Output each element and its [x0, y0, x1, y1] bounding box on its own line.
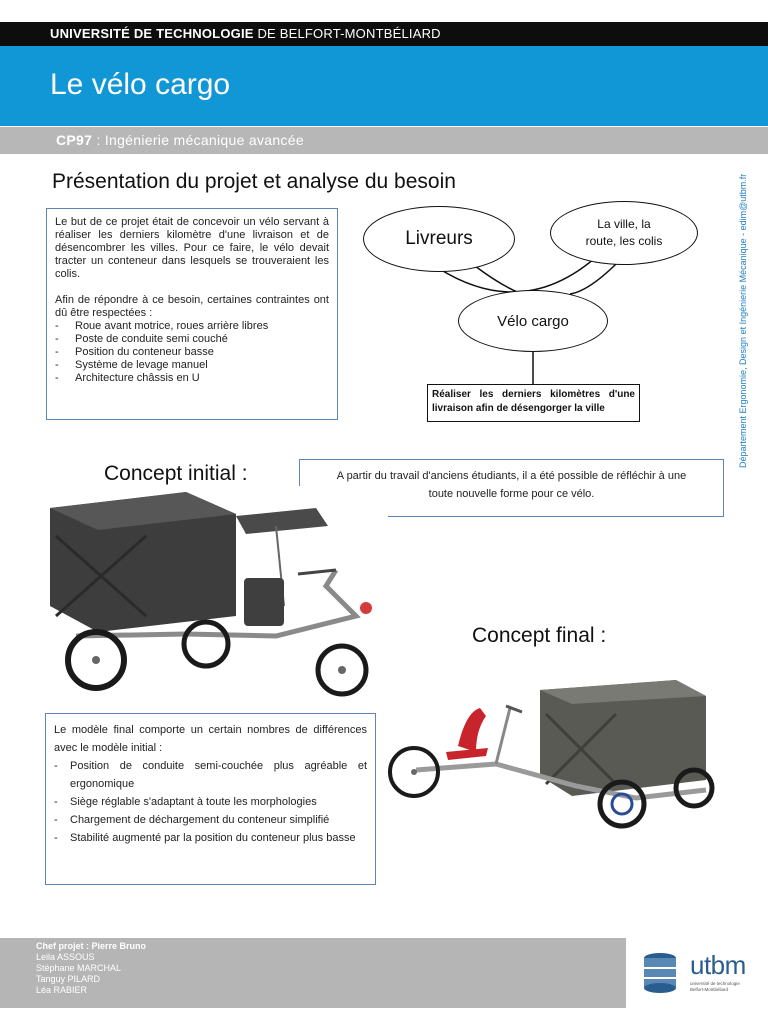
university-name: UNIVERSITÉ DE TECHNOLOGIE DE BELFORT-MONTBÉLIARD: [50, 26, 441, 41]
concept-initial-line-1: A partir du travail d'anciens étudiants, il a été possible de réfléchir à une: [336, 470, 687, 482]
logo-wordmark: utbm: [690, 950, 746, 980]
constraint-item: - Position du conteneur basse: [55, 346, 329, 359]
difference-item: - Siège réglable s'adaptant à toute les morphologies: [54, 793, 367, 811]
concept-final-intro: Le modèle final comporte un certain nombres de différences avec le modèle initial :: [54, 724, 367, 754]
presentation-title: Présentation du projet et analyse du besoin: [52, 170, 456, 193]
course-label: CP97 : Ingénierie mécanique avancée: [56, 132, 304, 148]
intro-box: [46, 208, 338, 420]
constraints-intro: Afin de répondre à ce besoin, certaines contraintes ont dû être respectées :: [55, 294, 329, 319]
initial-bike-render: [36, 486, 388, 698]
ville-line-1: La ville, la: [597, 217, 651, 231]
footer-band: [0, 938, 626, 1008]
constraint-item: - Poste de conduite semi couché: [55, 333, 329, 346]
differences-list: [54, 757, 367, 847]
team-member: Leila ASSOUS: [36, 952, 95, 962]
livreurs-ellipse: Livreurs: [363, 206, 515, 272]
team-member: Stéphane MARCHAL: [36, 963, 122, 973]
team-member: Tanguy PILARD: [36, 974, 101, 984]
need-statement-box: Réaliser les derniers kilomètres d'une livraison afin de désengorger la ville: [427, 384, 640, 422]
constraint-item: - Système de levage manuel: [55, 359, 329, 372]
velo-ellipse: Vélo cargo: [458, 290, 608, 352]
concept-initial-title: Concept initial :: [104, 462, 248, 485]
title-band: [0, 46, 768, 126]
difference-item: - Stabilité augmenté par la position du conteneur plus basse: [54, 829, 367, 847]
constraint-item: - Architecture châssis en U: [55, 372, 329, 385]
concept-final-title: Concept final :: [472, 624, 607, 647]
logo-subtitle-line-2: Belfort-Montbéliard: [690, 986, 729, 992]
ville-line-2: route, les colis: [585, 234, 663, 248]
project-lead: Chef projet : Pierre Bruno: [36, 941, 147, 951]
intro-paragraph: Le but de ce projet était de concevoir un vélo servant à réaliser les derniers kilomètre d'une livraison et de désencombrer les villes. Pour ce faire, le vélo devait tracter un conteneur dans lesquels se trouveraient les colis.: [55, 216, 329, 280]
department-side-text: Département Ergonomie, Design et Ingénierie Mécanique - edim@utbm.fr: [738, 173, 748, 468]
page-title: Le vélo cargo: [50, 68, 231, 101]
concept-initial-line-2: toute nouvelle forme pour ce vélo.: [428, 488, 595, 500]
difference-item: - Position de conduite semi-couchée plus agréable et ergonomique: [54, 757, 367, 793]
needs-diagram: [360, 196, 740, 432]
constraints-list: [55, 320, 329, 385]
course-bar: [0, 127, 768, 154]
final-bike-render: [376, 660, 732, 854]
logo-subtitle-line-1: université de technologie: [690, 981, 740, 986]
team-member: Léa RABIER: [36, 985, 88, 995]
concept-final-box: [45, 713, 376, 885]
ville-ellipse: [550, 201, 698, 265]
logo-subtitle: [690, 981, 740, 992]
difference-item: - Chargement de déchargement du conteneur simplifié: [54, 811, 367, 829]
team-list: [36, 941, 146, 996]
constraint-item: - Roue avant motrice, roues arrière libres: [55, 320, 329, 333]
university-header-bar: [0, 22, 768, 46]
